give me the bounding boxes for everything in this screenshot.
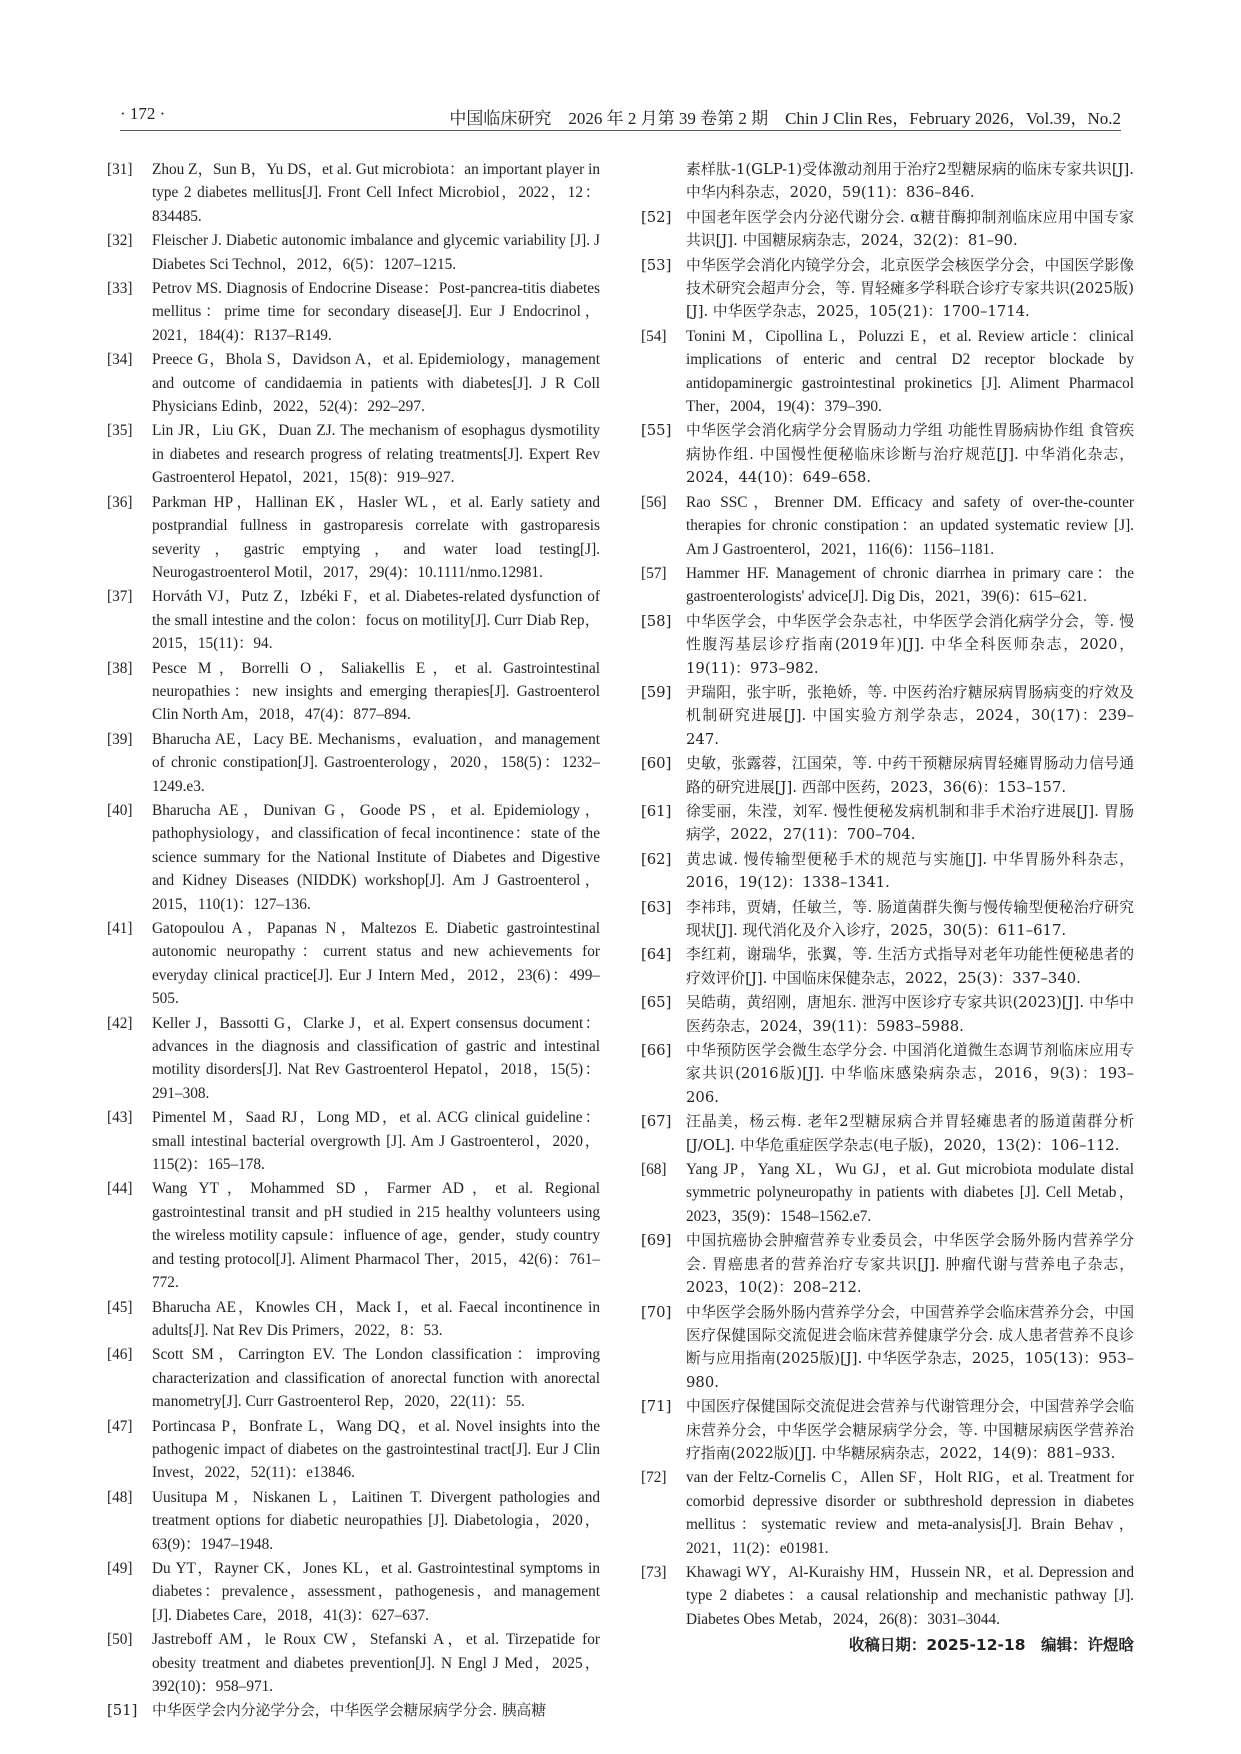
- reference-number: [48]: [107, 1488, 133, 1506]
- reference-number: [66]: [641, 1042, 672, 1060]
- reference-item: [641, 1158, 1134, 1228]
- reference-number: [69]: [641, 1232, 672, 1250]
- reference-number: [56]: [641, 493, 667, 511]
- reference-text: Gatopoulou A，Papanas N，Maltezos E. Diabetic gastrointestinal autonomic neuropathy：current status and new achievements for everyday clinical practice[J]. Eur J Intern Med，2012，23(6)：499–505.: [152, 920, 600, 1008]
- reference-text: 中华医学会肠外肠内营养学分会，中国营养学会临床营养分会，中国医疗保健国际交流促进会临床营养健康学分会. 成人患者营养不良诊断与应用指南(2025版)[J]. 中华医学杂志，2025，105(13)：953–980.: [686, 1303, 1134, 1391]
- reference-item: [107, 1343, 600, 1413]
- reference-text: 中华预防医学会微生态学分会. 中国消化道微生态调节剂临床应用专家共识(2016版)[J]. 中华临床感染病杂志，2016，9(3)：193–206.: [686, 1042, 1134, 1106]
- reference-number: [71]: [641, 1398, 672, 1416]
- reference-item: [641, 800, 1134, 847]
- reference-item: [107, 1628, 600, 1698]
- reference-number: [46]: [107, 1346, 133, 1364]
- reference-number: [38]: [107, 659, 133, 677]
- reference-text: Uusitupa M，Niskanen L，Laitinen T. Divergent pathologies and treatment options for diabetic neuropathies [J]. Diabetologia，2020，63(9)：1947–1948.: [152, 1488, 600, 1553]
- reference-number: [58]: [641, 612, 672, 630]
- reference-item: [641, 681, 1134, 751]
- reference-number: [62]: [641, 850, 672, 868]
- reference-item: [107, 1557, 600, 1627]
- reference-number: [63]: [641, 898, 672, 916]
- reference-number: [49]: [107, 1559, 133, 1577]
- reference-number: [53]: [641, 256, 672, 274]
- reference-number: [40]: [107, 801, 133, 819]
- reference-text: Rao SSC，Brenner DM. Efficacy and safety of over-the-counter therapies for chronic constipation：an updated systematic review [J]. Am J Gastroenterol，2021，116(6)：1156–1181.: [686, 493, 1134, 558]
- reference-item: [641, 1561, 1134, 1631]
- reference-item: [641, 896, 1134, 943]
- reference-number: [54]: [641, 327, 667, 345]
- reference-text: Pesce M，Borrelli O，Saliakellis E，et al. Gastrointestinal neuropathies：new insights and emerging therapies[J]. Gastroenterol Clin North Am，2018，47(4)：877–894.: [152, 659, 600, 724]
- reference-text: 吴皓萌，黄绍刚，唐旭东. 泄泻中医诊疗专家共识(2023)[J]. 中华中医药杂志，2024，39(11)：5983–5988.: [686, 994, 1134, 1035]
- reference-item: [107, 1415, 600, 1485]
- reference-text: 尹瑞阳，张宇昕，张艳娇，等. 中医药治疗糖尿病胃肠病变的疗效及机制研究进展[J]. 中国实验方剂学杂志，2024，30(17)：239–247.: [686, 683, 1134, 748]
- reference-item: [107, 1296, 600, 1343]
- reference-item: [107, 419, 600, 489]
- reference-number: [55]: [641, 422, 672, 440]
- reference-item: [641, 325, 1134, 419]
- reference-text: Du YT，Rayner CK，Jones KL，et al. Gastrointestinal symptoms in diabetes：prevalence，assessment，pathogenesis，and management [J]. Diabetes Care，2018，41(3)：627–637.: [152, 1559, 600, 1624]
- reference-number: [32]: [107, 232, 133, 250]
- reference-text: Bharucha AE，Lacy BE. Mechanisms，evaluation，and management of chronic constipation[J]. Gastroenterology，2020，158(5)：1232–1249.e3.: [152, 730, 600, 795]
- reference-number: [59]: [641, 683, 672, 701]
- reference-text: 中华医学会，中华医学会杂志社，中华医学会消化病学分会，等. 慢性腹泻基层诊疗指南(2019年)[J]. 中华全科医师杂志，2020，19(11)：973–982.: [686, 612, 1134, 677]
- reference-item: [641, 1466, 1134, 1560]
- reference-text: Keller J，Bassotti G，Clarke J，et al. Expert consensus document：advances in the diagnosis and classification of gastric and intestinal motility disorders[J]. Nat Rev Gastroenterol Hepatol，2018，15(5)：291–308.: [152, 1014, 600, 1102]
- reference-number: [33]: [107, 280, 133, 298]
- reference-text: Preece G，Bhola S，Davidson A，et al. Epidemiology，management and outcome of candidaemia in patients with diabetes[J]. J R Coll Physicians Edinb，2022，52(4)：292–297.: [152, 351, 600, 416]
- reference-text: 李祎玮，贾婧，任敏兰，等. 肠道菌群失衡与慢传输型便秘治疗研究现状[J]. 现代消化及介入诊疗，2025，30(5)：611–617.: [686, 898, 1134, 939]
- reference-text: 史敏，张露蓉，江国荣，等. 中药干预糖尿病胃轻瘫胃肠动力信号通路的研究进展[J]. 西部中医药，2023，36(6)：153–157.: [686, 755, 1134, 796]
- reference-number: [44]: [107, 1180, 133, 1198]
- reference-item: [107, 799, 600, 916]
- reference-text: Zhou Z，Sun B，Yu DS，et al. Gut microbiota：an important player in type 2 diabetes mellitus[J]. Front Cell Infect Microbiol，2022，12：834485.: [152, 161, 600, 225]
- reference-text: Portincasa P，Bonfrate L，Wang DQ，et al. Novel insights into the pathogenic impact of diabetes on the gastrointestinal tract[J]. Eur J Clin Invest，2022，52(11)：e13846.: [152, 1417, 600, 1482]
- journal-info: 中国临床研究 2026 年 2 月第 39 卷第 2 期 Chin J Clin Res，February 2026，Vol.39，No.2: [449, 109, 1121, 128]
- reference-text: Scott SM，Carrington EV. The London classification：improving characterization and classification of anorectal function with anorectal manometry[J]. Curr Gastroenterol Rep，2020，22(11)：55.: [152, 1346, 600, 1411]
- reference-number: [60]: [641, 755, 672, 773]
- reference-text: 中国医疗保健国际交流促进会营养与代谢管理分会，中国营养学会临床营养分会，中华医学会糖尿病学分会，等. 中国糖尿病医学营养治疗指南(2022版)[J]. 中华糖尿病杂志，2022，14(9)：881–933.: [686, 1398, 1134, 1462]
- reference-text: 李红莉，谢瑞华，张翼，等. 生活方式指导对老年功能性便秘患者的疗效评价[J]. 中国临床保健杂志，2022，25(3)：337–340.: [686, 946, 1134, 987]
- reference-item: [641, 752, 1134, 799]
- reference-item: [641, 1395, 1134, 1465]
- reference-text: Yang JP，Yang XL，Wu GJ，et al. Gut microbiota modulate distal symmetric polyneuropathy in patients with diabetes [J]. Cell Metab，2023，35(9)：1548–1562.e7.: [686, 1161, 1134, 1225]
- reference-text: Parkman HP，Hallinan EK，Hasler WL，et al. Early satiety and postprandial fullness in gastroparesis correlate with gastroparesis severity，gastric emptying，and water load testing[J]. Neurogastroenterol Motil，2017，29(4)：10.1111/nmo.12981.: [152, 493, 600, 581]
- reference-text: Pimentel M，Saad RJ，Long MD，et al. ACG clinical guideline：small intestinal bacterial overgrowth [J]. Am J Gastroenterol，2020，115(2)：165–178.: [152, 1109, 600, 1174]
- reference-item: [641, 1301, 1134, 1395]
- reference-number: [73]: [641, 1563, 667, 1581]
- reference-text: Bharucha AE，Knowles CH，Mack I，et al. Faecal incontinence in adults[J]. Nat Rev Dis Primers，2022，8：53.: [152, 1298, 600, 1339]
- reference-item: [107, 585, 600, 655]
- reference-text: Hammer HF. Management of chronic diarrhea in primary care：the gastroenterologists' advice[J]. Dig Dis，2021，39(6)：615–621.: [686, 564, 1134, 606]
- reference-item: [107, 158, 600, 228]
- reference-text: 中华医学会消化内镜学分会，北京医学会核医学分会，中国医学影像技术研究会超声分会，等. 胃轻瘫多学科联合诊疗专家共识(2025版)[J]. 中华医学杂志，2025，105(21)：1700–1714.: [686, 256, 1134, 321]
- reference-item: [107, 1012, 600, 1106]
- reference-item: [107, 1486, 600, 1556]
- reference-number: [50]: [107, 1631, 133, 1649]
- reference-text: 中国抗癌协会肿瘤营养专业委员会，中华医学会肠外肠内营养学分会. 胃癌患者的营养治疗专家共识[J]. 肿瘤代谢与营养电子杂志，2023，10(2)：208–212.: [686, 1232, 1134, 1297]
- reference-number: [34]: [107, 351, 133, 369]
- reference-number: [43]: [107, 1109, 133, 1127]
- reference-item: [641, 562, 1134, 609]
- reference-number: [70]: [641, 1303, 672, 1321]
- references-right-column: [641, 158, 1134, 1655]
- reference-text: 中国老年医学会内分泌代谢分会. α糖苷酶抑制剂临床应用中国专家共识[J]. 中国糖尿病杂志，2024，32(2)：81–90.: [686, 208, 1134, 250]
- reference-number: [72]: [641, 1469, 667, 1487]
- reference-item: [641, 1039, 1134, 1109]
- reference-text: Wang YT，Mohammed SD，Farmer AD，et al. Regional gastrointestinal transit and pH studied in 215 healthy volunteers using the wireless motility capsule：influence of age，gender，study country and testing protocol[J]. Aliment Pharmacol Ther，2015，42(6)：761–772.: [152, 1180, 600, 1292]
- reference-number: [52]: [641, 208, 672, 226]
- reference-number: [35]: [107, 422, 133, 440]
- reference-text: Petrov MS. Diagnosis of Endocrine Disease：Post-pancrea-titis diabetes mellitus：prime time for secondary disease[J]. Eur J Endocrinol，2021，184(4)：R137–R149.: [152, 280, 600, 344]
- reference-item: [641, 1229, 1134, 1299]
- reference-text: van der Feltz-Cornelis C，Allen SF，Holt RIG，et al. Treatment for comorbid depressive disorder or subthreshold depression in diabetes mellitus：systematic review and meta-analysis[J]. Brain Behav，2021，11(2)：e01981.: [686, 1469, 1134, 1557]
- references-left-column: [107, 158, 600, 1724]
- reference-text: Jastreboff AM，le Roux CW，Stefanski A，et al. Tirzepatide for obesity treatment and diabetes prevention[J]. N Engl J Med，2025，392(10)：958–971.: [152, 1631, 600, 1695]
- reference-number: [57]: [641, 564, 667, 582]
- reference-text: 中华医学会内分泌学分会，中华医学会糖尿病学分会. 胰高糖: [152, 1702, 547, 1720]
- reference-text: Bharucha AE，Dunivan G，Goode PS，et al. Epidemiology，pathophysiology，and classification of fecal incontinence：state of the science summary for the National Institute of Diabetes and Digestive and Kidney Diseases (NIDDK) workshop[J]. Am J Gastroenterol，2015，110(1)：127–136.: [152, 801, 600, 913]
- reference-number: [41]: [107, 920, 133, 937]
- reference-number: [37]: [107, 588, 133, 606]
- reference-item: [641, 419, 1134, 489]
- reference-item: [107, 917, 600, 1011]
- reference-text: Fleischer J. Diabetic autonomic imbalance and glycemic variability [J]. J Diabetes Sci Technol，2012，6(5)：1207–1215.: [152, 232, 600, 273]
- reference-number: [67]: [641, 1113, 672, 1131]
- reference-item: [107, 277, 600, 347]
- reference-number: [36]: [107, 493, 133, 511]
- reference-number: [31]: [107, 161, 133, 178]
- page-number: · 172 ·: [120, 104, 166, 123]
- reference-number: [39]: [107, 730, 133, 748]
- reference-number: [68]: [641, 1161, 667, 1179]
- reference-number: [64]: [641, 946, 672, 964]
- reference-text: Tonini M，Cipollina L，Poluzzi E，et al. Review article：clinical implications of enteric and central D2 receptor blockade by antidopaminergic gastrointestinal prokinetics [J]. Aliment Pharmacol Ther，2004，19(4)：379–390.: [686, 327, 1134, 416]
- reference-number: [51]: [107, 1702, 138, 1720]
- reference-item: [641, 848, 1134, 895]
- reference-item: [107, 1106, 600, 1176]
- reference-item: [107, 1177, 600, 1294]
- reference-number: [42]: [107, 1014, 133, 1032]
- running-header: [120, 100, 1121, 131]
- reference-text: 徐雯丽，朱滢，刘军. 慢性便秘发病机制和非手术治疗进展[J]. 胃肠病学，2022，27(11)：700–704.: [686, 802, 1134, 844]
- reference-number: [45]: [107, 1298, 133, 1316]
- reference-item: [641, 991, 1134, 1038]
- reference-item: [107, 1699, 600, 1722]
- reference-number: [47]: [107, 1417, 133, 1435]
- received-date-editor: 收稿日期：2025-12-18 编辑：许煜晗: [848, 1636, 1134, 1655]
- reference-item: [641, 610, 1134, 680]
- reference-text: Khawagi WY，Al-Kuraishy HM，Hussein NR，et al. Depression and type 2 diabetes：a causal relationship and mechanistic pathway [J]. Diabetes Obes Metab，2024，26(8)：3031–3044.: [686, 1563, 1134, 1628]
- reference-item: [641, 206, 1134, 253]
- reference-item: [107, 491, 600, 585]
- reference-text: Horváth VJ，Putz Z，Izbéki F，et al. Diabetes-related dysfunction of the small intestine and the colon：focus on motility[J]. Curr Diab Rep，2015，15(11)：94.: [152, 588, 600, 653]
- reference-item: [107, 229, 600, 276]
- reference-text: 黄忠诚. 慢传输型便秘手术的规范与实施[J]. 中华胃肠外科杂志，2016，19(12)：1338–1341.: [686, 850, 1134, 892]
- reference-continuation: 素样肽-1(GLP-1)受体激动剂用于治疗2型糖尿病的临床专家共识[J]. 中华内科杂志，2020，59(11)：836–846.: [686, 161, 1134, 202]
- reference-text: 汪晶美，杨云梅. 老年2型糖尿病合并胃轻瘫患者的肠道菌群分析[J/OL]. 中华危重症医学杂志(电子版)，2020，13(2)：106–112.: [686, 1113, 1134, 1154]
- reference-item: [641, 1110, 1134, 1157]
- reference-text: 中华医学会消化病学分会胃肠动力学组 功能性胃肠病协作组 食管疾病协作组. 中国慢性便秘临床诊断与治疗规范[J]. 中华消化杂志，2024，44(10)：649–658.: [686, 422, 1134, 487]
- reference-item: [107, 657, 600, 727]
- reference-text: Lin JR，Liu GK，Duan ZJ. The mechanism of esophagus dysmotility in diabetes and research progress of relating treatments[J]. Expert Rev Gastroenterol Hepatol，2021，15(8)：919–927.: [152, 422, 600, 487]
- reference-number: [61]: [641, 802, 672, 820]
- reference-item: [641, 254, 1134, 324]
- reference-item: [641, 491, 1134, 561]
- reference-item: [641, 943, 1134, 990]
- reference-item: [107, 728, 600, 798]
- reference-item: [107, 348, 600, 418]
- reference-number: [65]: [641, 994, 672, 1012]
